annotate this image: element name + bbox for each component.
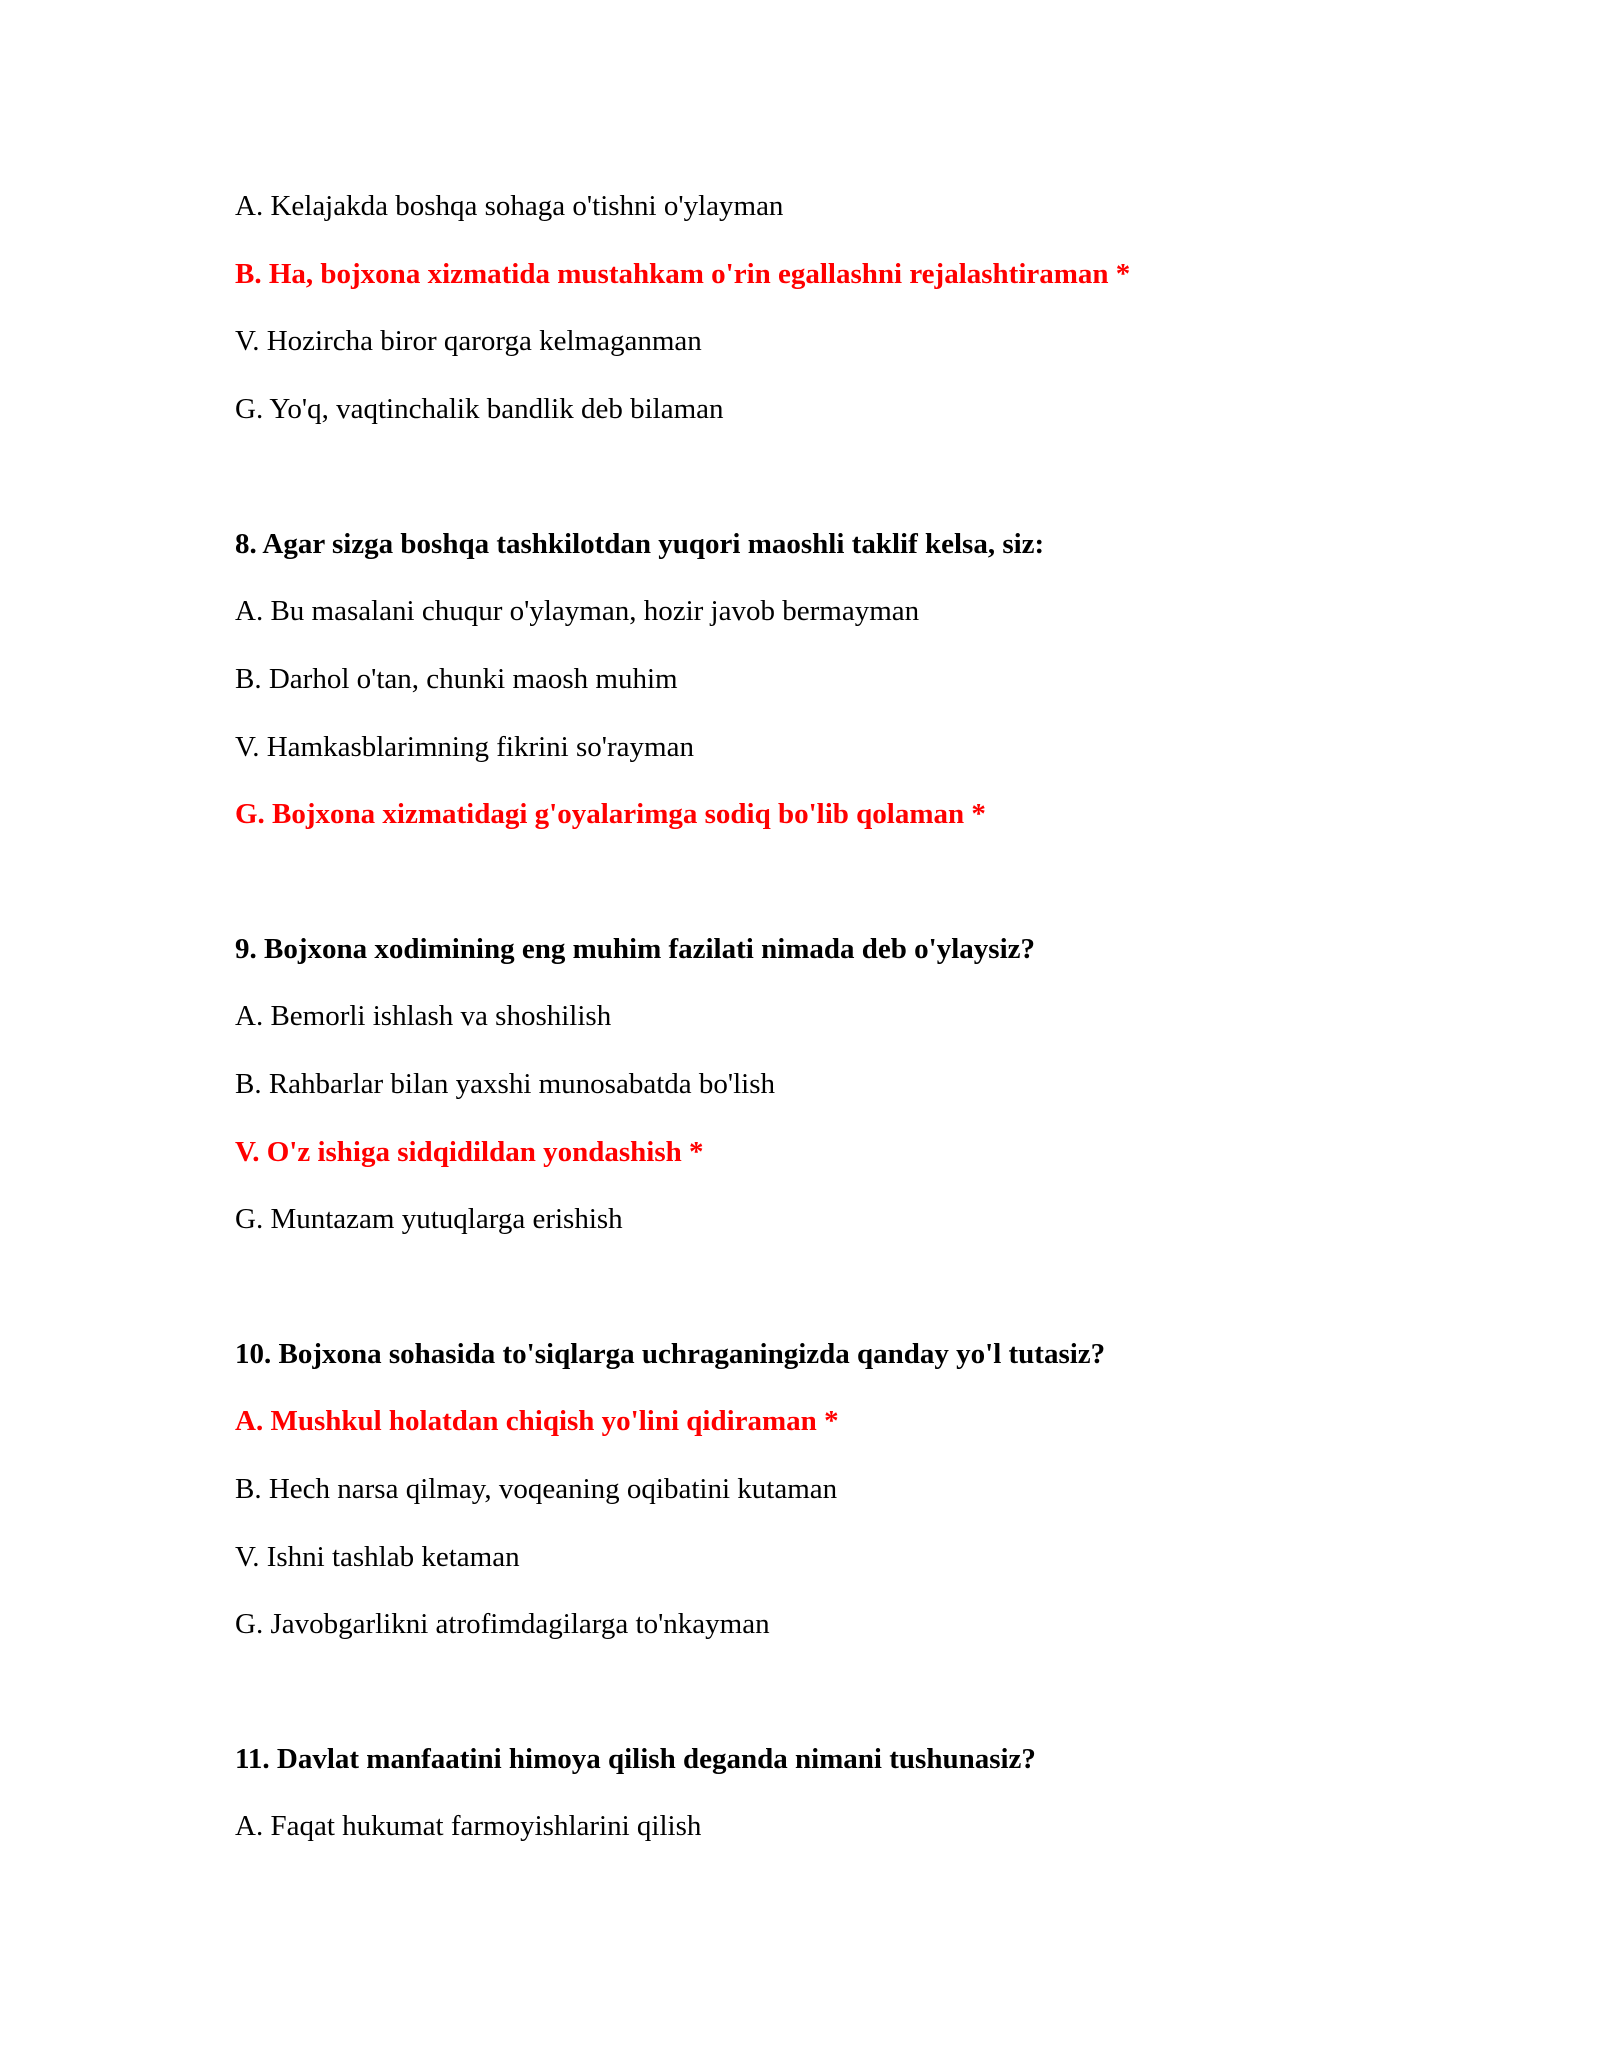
option-b: B. Hech narsa qilmay, voqeaning oqibatini kutaman	[235, 1473, 838, 1505]
option-v: V. Hamkasblarimning fikrini so'rayman	[235, 731, 694, 763]
question-8: 8. Agar sizga boshqa tashkilotdan yuqori maoshli taklif kelsa, siz:	[235, 528, 1045, 560]
option-g: G. Javobgarlikni atrofimdagilarga to'nkayman	[235, 1608, 770, 1640]
option-v: V. Hozircha biror qarorga kelmaganman	[235, 325, 702, 357]
option-v: V. Ishni tashlab ketaman	[235, 1541, 520, 1573]
option-v-correct: V. O'z ishiga sidqidildan yondashish *	[235, 1136, 704, 1168]
option-g-correct: G. Bojxona xizmatidagi g'oyalarimga sodiq bo'lib qolaman *	[235, 798, 986, 830]
option-a: A. Bemorli ishlash va shoshilish	[235, 1000, 612, 1032]
option-a: A. Faqat hukumat farmoyishlarini qilish	[235, 1810, 702, 1842]
option-g: G. Muntazam yutuqlarga erishish	[235, 1203, 623, 1235]
question-10: 10. Bojxona sohasida to'siqlarga uchraganingizda qanday yo'l tutasiz?	[235, 1338, 1106, 1370]
question-11: 11. Davlat manfaatini himoya qilish deganda nimani tushunasiz?	[235, 1743, 1036, 1775]
option-b-correct: B. Ha, bojxona xizmatida mustahkam o'rin egallashni rejalashtiraman *	[235, 258, 1131, 290]
option-b: B. Rahbarlar bilan yaxshi munosabatda bo'lish	[235, 1068, 776, 1100]
option-a: A. Kelajakda boshqa sohaga o'tishni o'ylayman	[235, 190, 784, 222]
question-9: 9. Bojxona xodimining eng muhim fazilati nimada deb o'ylaysiz?	[235, 933, 1036, 965]
option-a: A. Bu masalani chuqur o'ylayman, hozir javob bermayman	[235, 595, 920, 627]
option-b: B. Darhol o'tan, chunki maosh muhim	[235, 663, 678, 695]
option-a-correct: A. Mushkul holatdan chiqish yo'lini qidiraman *	[235, 1405, 839, 1437]
option-g: G. Yo'q, vaqtinchalik bandlik deb bilaman	[235, 393, 724, 425]
